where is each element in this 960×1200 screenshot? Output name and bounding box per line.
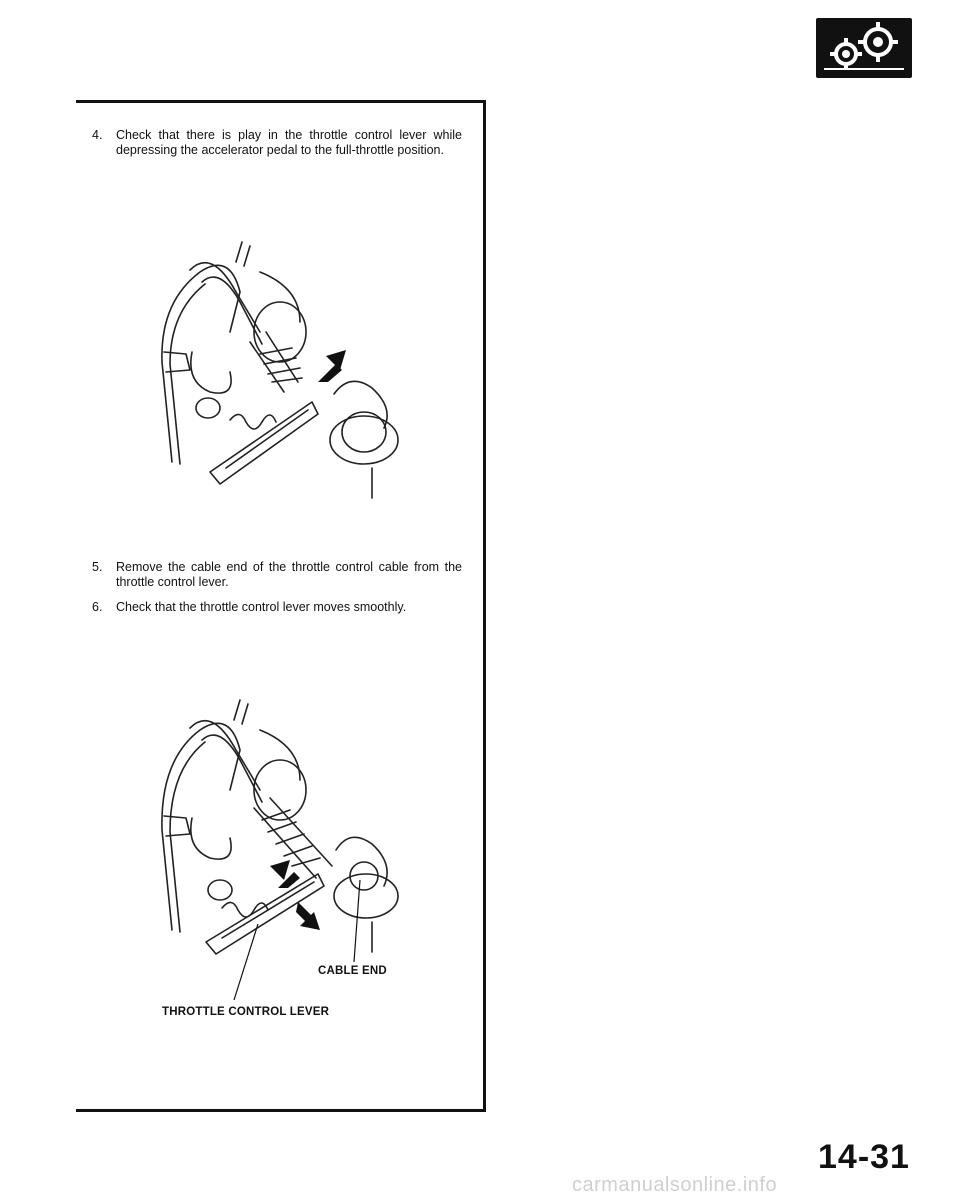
throttle-linkage-illustration bbox=[150, 690, 410, 960]
step-6 bbox=[92, 600, 464, 618]
engine-gears-icon bbox=[816, 18, 912, 78]
frame-bottom-rule bbox=[76, 1109, 486, 1112]
step-5 bbox=[92, 560, 464, 594]
step-number: 6. bbox=[92, 600, 103, 614]
step-number: 5. bbox=[92, 560, 103, 574]
frame-top-rule bbox=[76, 100, 486, 103]
cable-end-label: CABLE END bbox=[318, 965, 387, 977]
step-4 bbox=[92, 128, 464, 176]
throttle-linkage-illustration bbox=[150, 232, 410, 502]
throttle-control-lever-label: THROTTLE CONTROL LEVER bbox=[162, 1006, 330, 1018]
watermark: carmanualsonline.info bbox=[572, 1174, 778, 1196]
step-text: Remove the cable end of the throttle control cable from the throttle control lever. bbox=[116, 560, 462, 589]
step-text: Check that there is play in the throttle control lever while depressing the accelerator pedal to the full-throttle position. bbox=[116, 128, 462, 157]
frame-right-rule bbox=[483, 100, 486, 1112]
step-text: Check that the throttle control lever moves smoothly. bbox=[116, 600, 407, 614]
page-number: 14-31 bbox=[818, 1138, 910, 1176]
step-number: 4. bbox=[92, 128, 103, 142]
